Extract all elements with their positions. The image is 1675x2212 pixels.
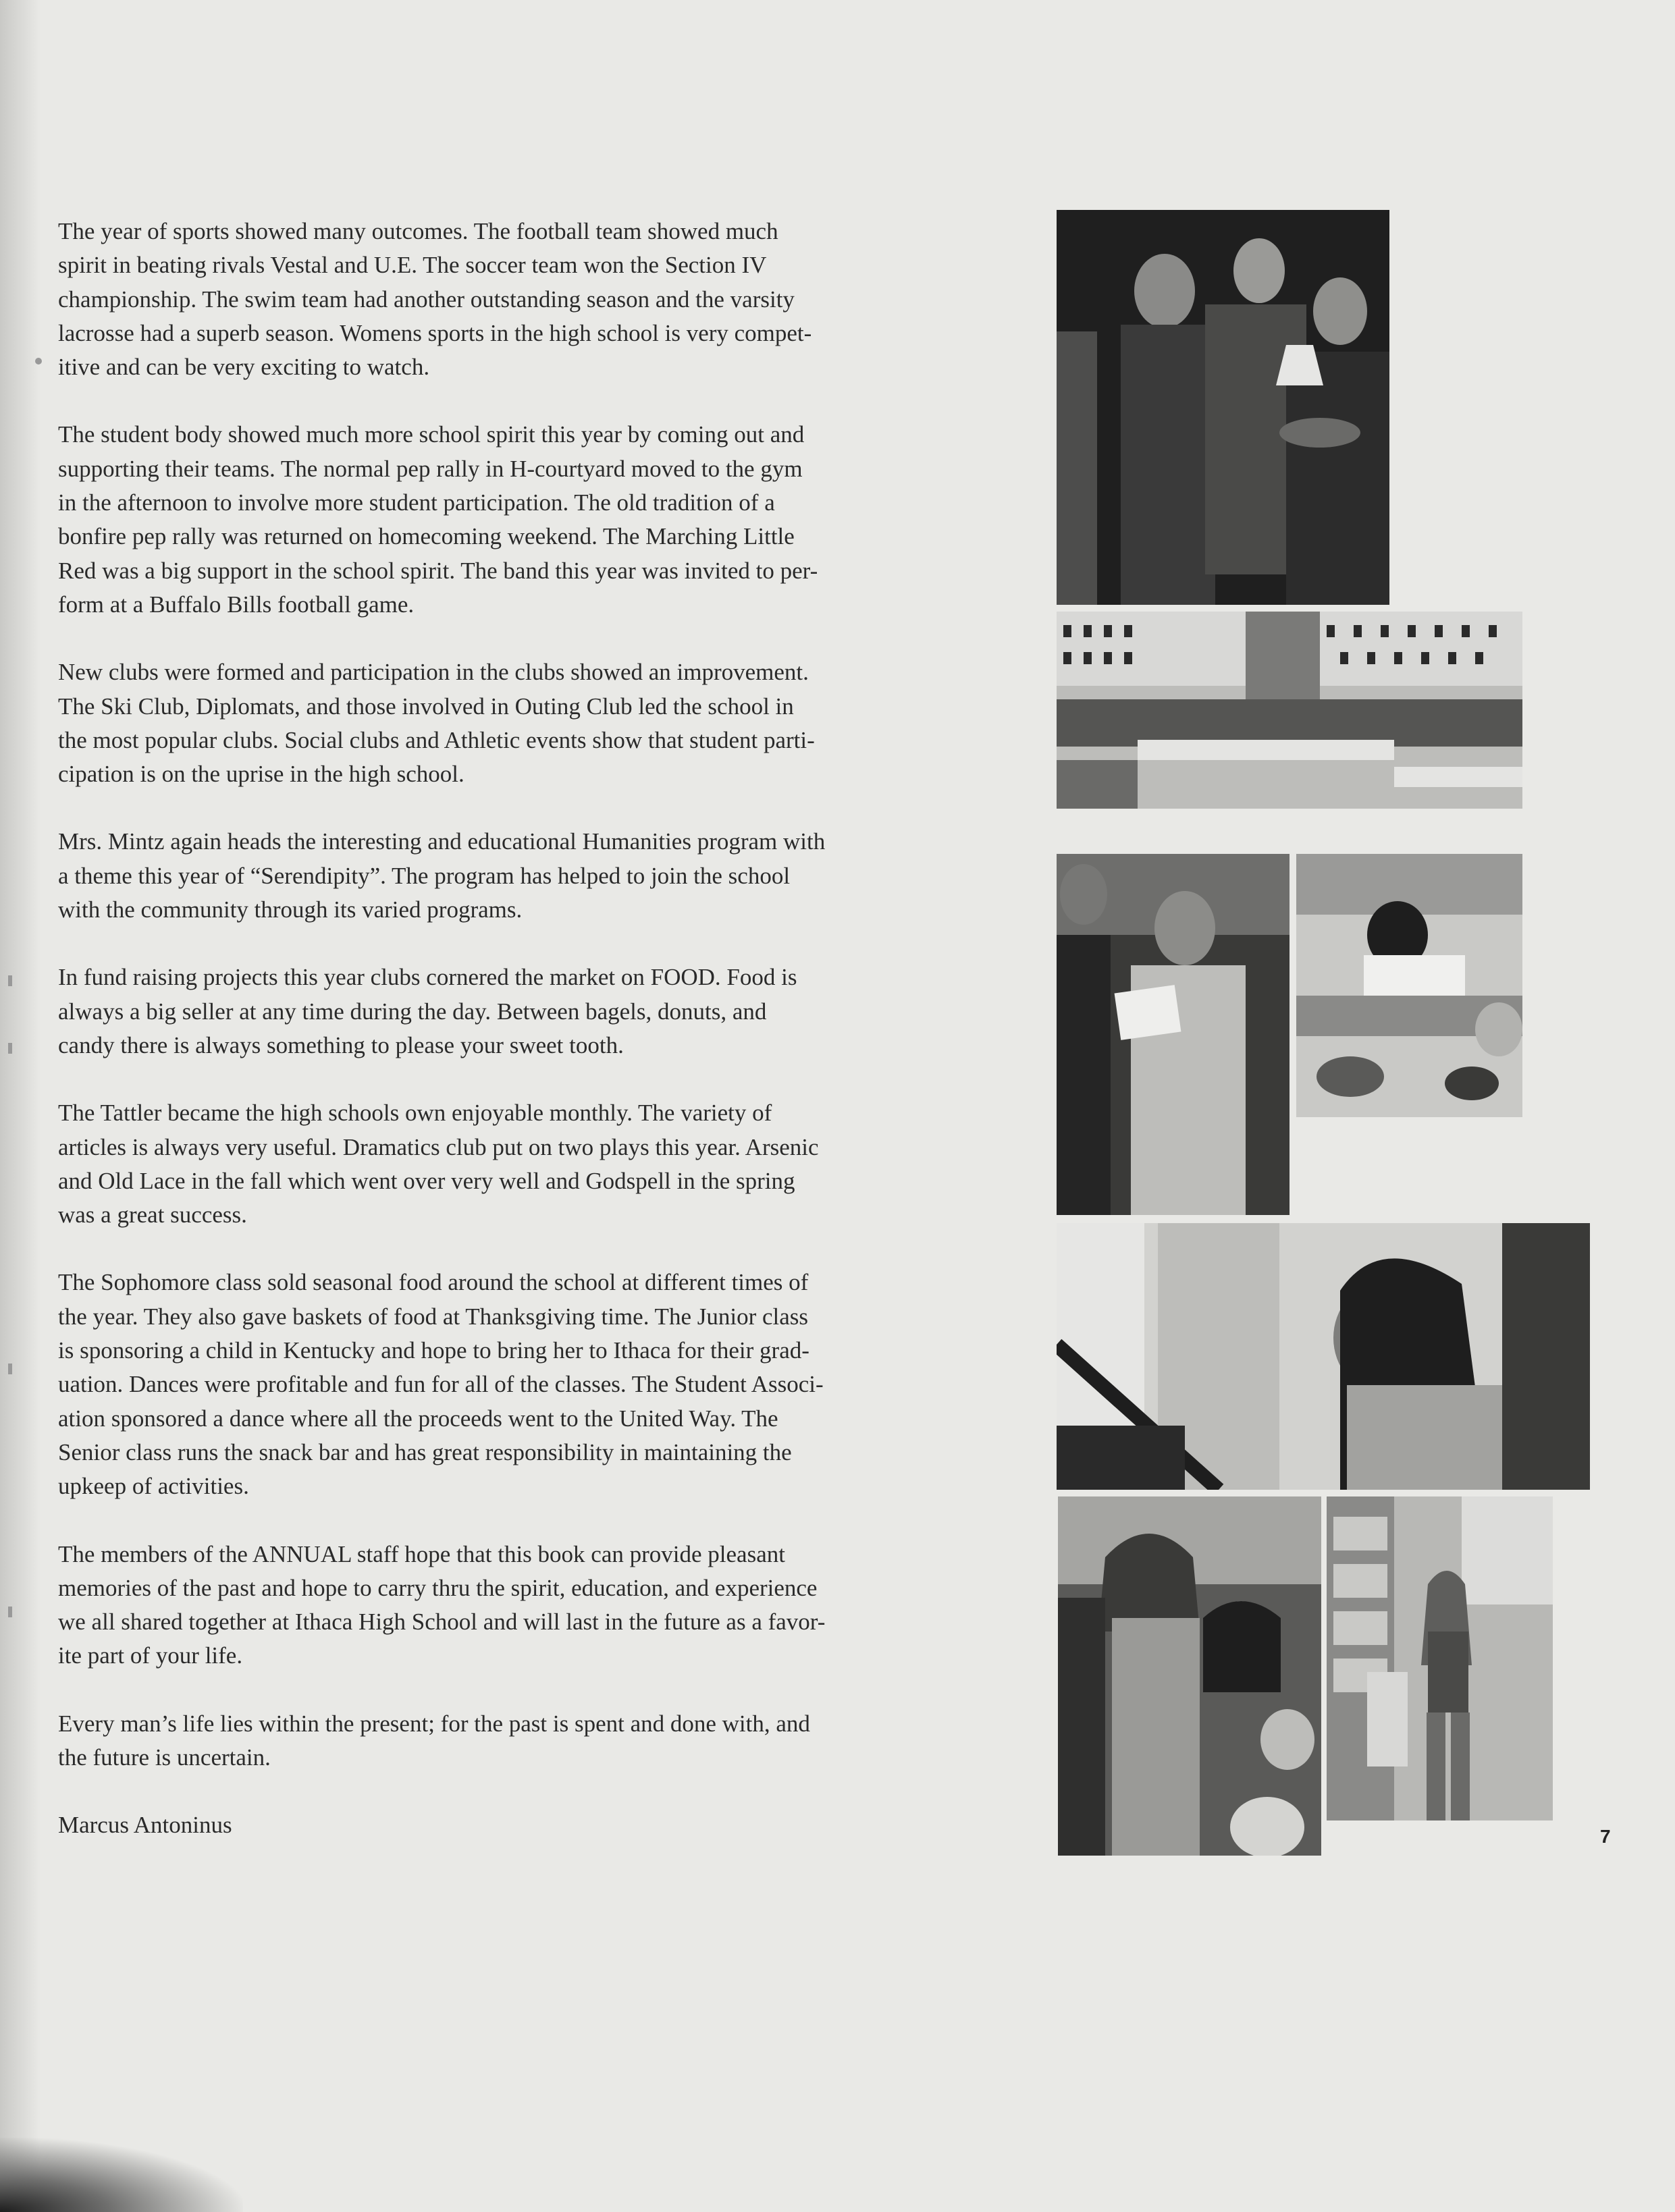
paragraph-school-spirit: The student body showed much more school spirit this year by coming out and supporting their teams. The normal pep rally in H-courtyard moved to the gym in the afternoon to involve more student participation. The old tradition of a bonfire pep rally was returned on homecoming weekend. The Marching Little Red was a big support in the school spirit. The band this year was invited to per- form at a Buffalo Bills football game. xyxy=(58,421,818,618)
paragraph-quote: Every man’s life lies within the present; for the past is spent and done with, and the future is uncertain. xyxy=(58,1710,810,1771)
page-edge-shadow xyxy=(0,0,41,2212)
paragraph-fund-raising: In fund raising projects this year clubs cornered the market on FOOD. Food is always a big seller at any time during the day. Between bagels, donuts, and candy there is always something to please your sweet tooth. xyxy=(58,964,797,1058)
paragraph-classes: The Sophomore class sold seasonal food around the school at different times of the year. They also gave baskets of food at Thanksgiving time. The Junior class is sponsoring a child in Kentucky and hope to bring her to Ithaca for their grad- uation. Dances were profitable and fun for all of the classes. The Student Associ- ation sponsored a dance where all the proceeds went to the United Way. The Senior class runs the snack bar and has great responsibility in maintaining the upkeep of activities. xyxy=(58,1269,824,1500)
margin-mark xyxy=(8,975,12,986)
photo-pottery-class xyxy=(1296,854,1522,1117)
page-number: 7 xyxy=(1600,1826,1611,1847)
photo-cafeteria xyxy=(1057,612,1522,809)
page-corner-shadow xyxy=(0,2138,243,2212)
paragraph-clubs: New clubs were formed and participation in the clubs showed an improvement. The Ski Club, Diplomats, and those involved in Outing Club led the school in the most popular clubs. Social clubs and Athletic events show that student parti- cipation is on the uprise in the high school. xyxy=(58,659,815,788)
photo-stairwell xyxy=(1057,1223,1590,1490)
photo-library xyxy=(1327,1496,1553,1820)
margin-mark xyxy=(8,1607,12,1617)
article-text xyxy=(58,215,976,1842)
photo-announcer xyxy=(1057,854,1290,1215)
paragraph-humanities: Mrs. Mintz again heads the interesting and educational Humanities program with a theme this year of “Serendipity”. The program has helped to join the school with the community through its varied programs. xyxy=(58,828,826,923)
paragraph-annual-staff: The members of the ANNUAL staff hope that this book can provide pleasant memories of the past and hope to carry thru the spirit, education, and experience we all shared together at Ithaca High School and will last in the future as a favor- ite part of your life. xyxy=(58,1540,826,1669)
paragraph-tattler: The Tattler became the high schools own enjoyable monthly. The variety of articles is always very useful. Dramatics club put on two plays this year. Arsenic and Old Lace in the fall which went over very well and Godspell in the spring was a great success. xyxy=(58,1100,819,1229)
photo-group-portrait xyxy=(1058,1496,1321,1856)
quote-attribution: Marcus Antoninus xyxy=(58,1812,232,1839)
margin-mark xyxy=(8,1043,12,1054)
paragraph-sports: The year of sports showed many outcomes. The football team showed much spirit in beating rivals Vestal and U.E. The soccer team won the Section IV championship. The swim team had another outstanding season and the varsity lacrosse had a superb season. Womens sports in the high school is very compet- itive and can be very exciting to watch. xyxy=(58,218,812,381)
photo-night-rally xyxy=(1057,210,1389,605)
margin-dot xyxy=(35,358,42,365)
margin-mark xyxy=(8,1364,12,1374)
